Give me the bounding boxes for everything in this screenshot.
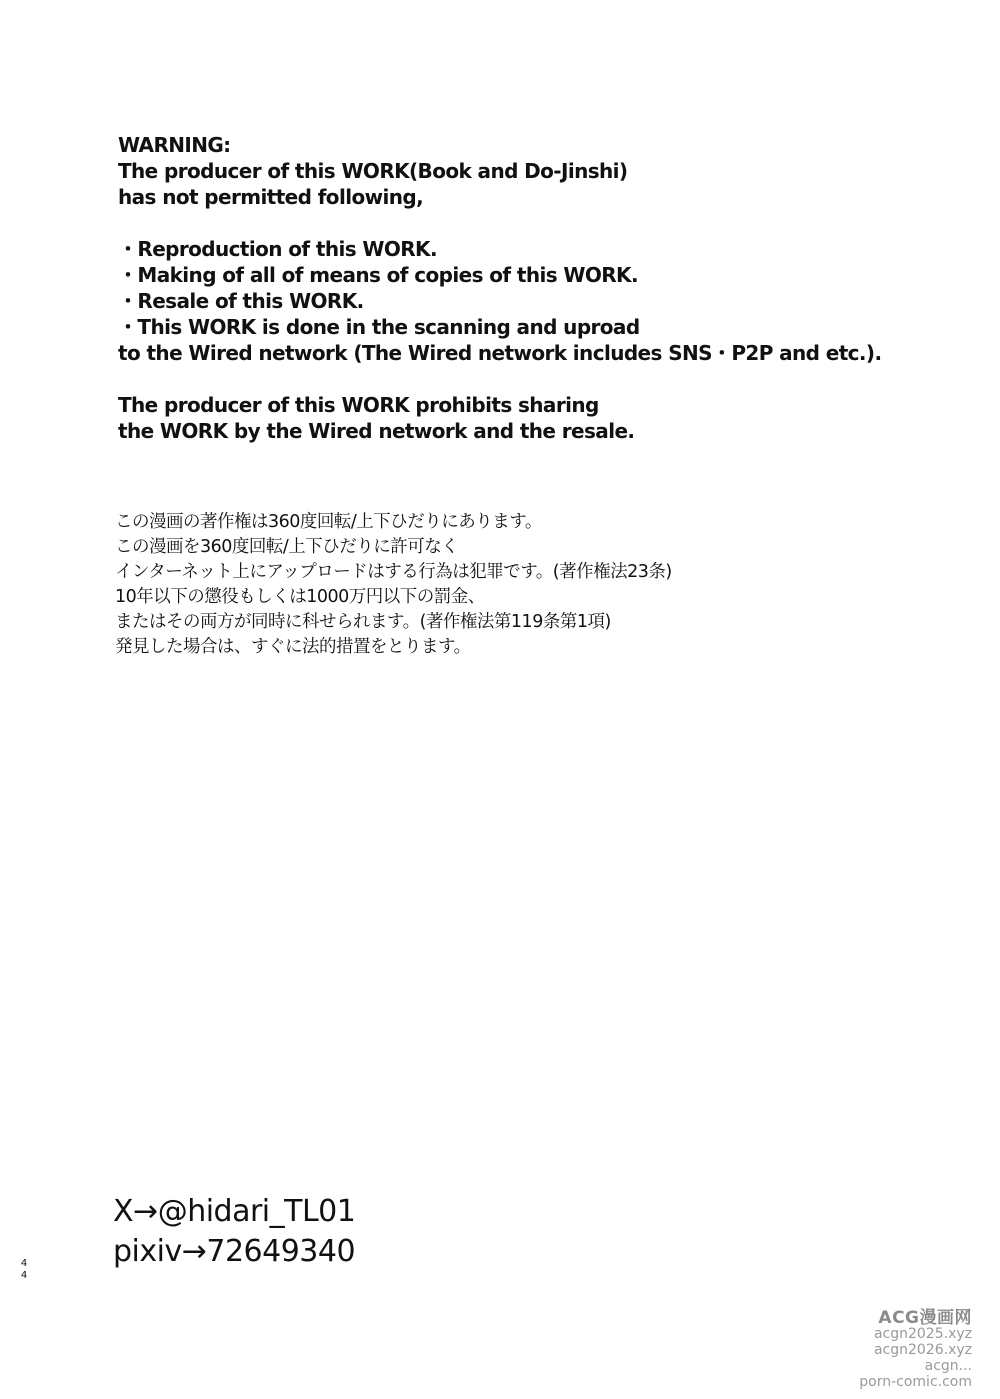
warning-intro-line: has not permitted following,	[118, 185, 424, 209]
spacer	[118, 210, 878, 236]
watermark-line: acgn2025.xyz	[873, 1326, 972, 1342]
notice-line: この漫画を360度回転/上下ひだりに許可なく	[115, 537, 459, 557]
warning-notice	[118, 132, 882, 444]
warning-closing-line: The producer of this WORK prohibits sharing	[118, 393, 599, 417]
warning-item: ・Resale of this WORK.	[118, 289, 364, 313]
notice-line: この漫画の著作権は360度回転/上下ひだりにあります。	[115, 512, 542, 532]
watermark-logo: ACG漫画网	[878, 1308, 972, 1328]
notice-line: またはその両方が同時に科せられます。(著作権法第119条第1項)	[115, 612, 611, 632]
warning-item: ・This WORK is done in the scanning and uproad	[118, 315, 640, 339]
warning-heading: WARNING:	[118, 133, 231, 157]
page-number	[18, 1258, 30, 1282]
warning-closing-line: the WORK by the Wired network and the resale.	[118, 419, 635, 443]
watermark	[842, 1310, 972, 1390]
warning-item: ・Reproduction of this WORK.	[118, 237, 437, 261]
watermark-line: acgn...	[924, 1358, 972, 1374]
japanese-copyright-notice	[115, 510, 875, 660]
warning-item: ・Making of all of means of copies of this WORK.	[118, 263, 638, 287]
notice-line: 10年以下の懲役もしくは1000万円以下の罰金、	[115, 587, 485, 607]
watermark-line: porn-comic.com	[859, 1374, 972, 1390]
warning-item: to the Wired network (The Wired network includes SNS・P2P and etc.).	[118, 341, 882, 365]
page-number-digit: 4	[20, 1258, 28, 1269]
page-number-digit: 4	[20, 1270, 28, 1281]
spacer	[118, 366, 878, 392]
notice-line: インターネット上にアップロードはする行為は犯罪です。(著作権法23条)	[115, 562, 672, 582]
pixiv-id: pixiv→72649340	[113, 1234, 356, 1269]
notice-line: 発見した場合は、すぐに法的措置をとります。	[115, 637, 471, 657]
contact-info	[113, 1192, 355, 1272]
watermark-line: acgn2026.xyz	[873, 1342, 972, 1358]
x-handle: X→@hidari_TL01	[113, 1194, 356, 1229]
warning-intro-line: The producer of this WORK(Book and Do-Jinshi)	[118, 159, 628, 183]
